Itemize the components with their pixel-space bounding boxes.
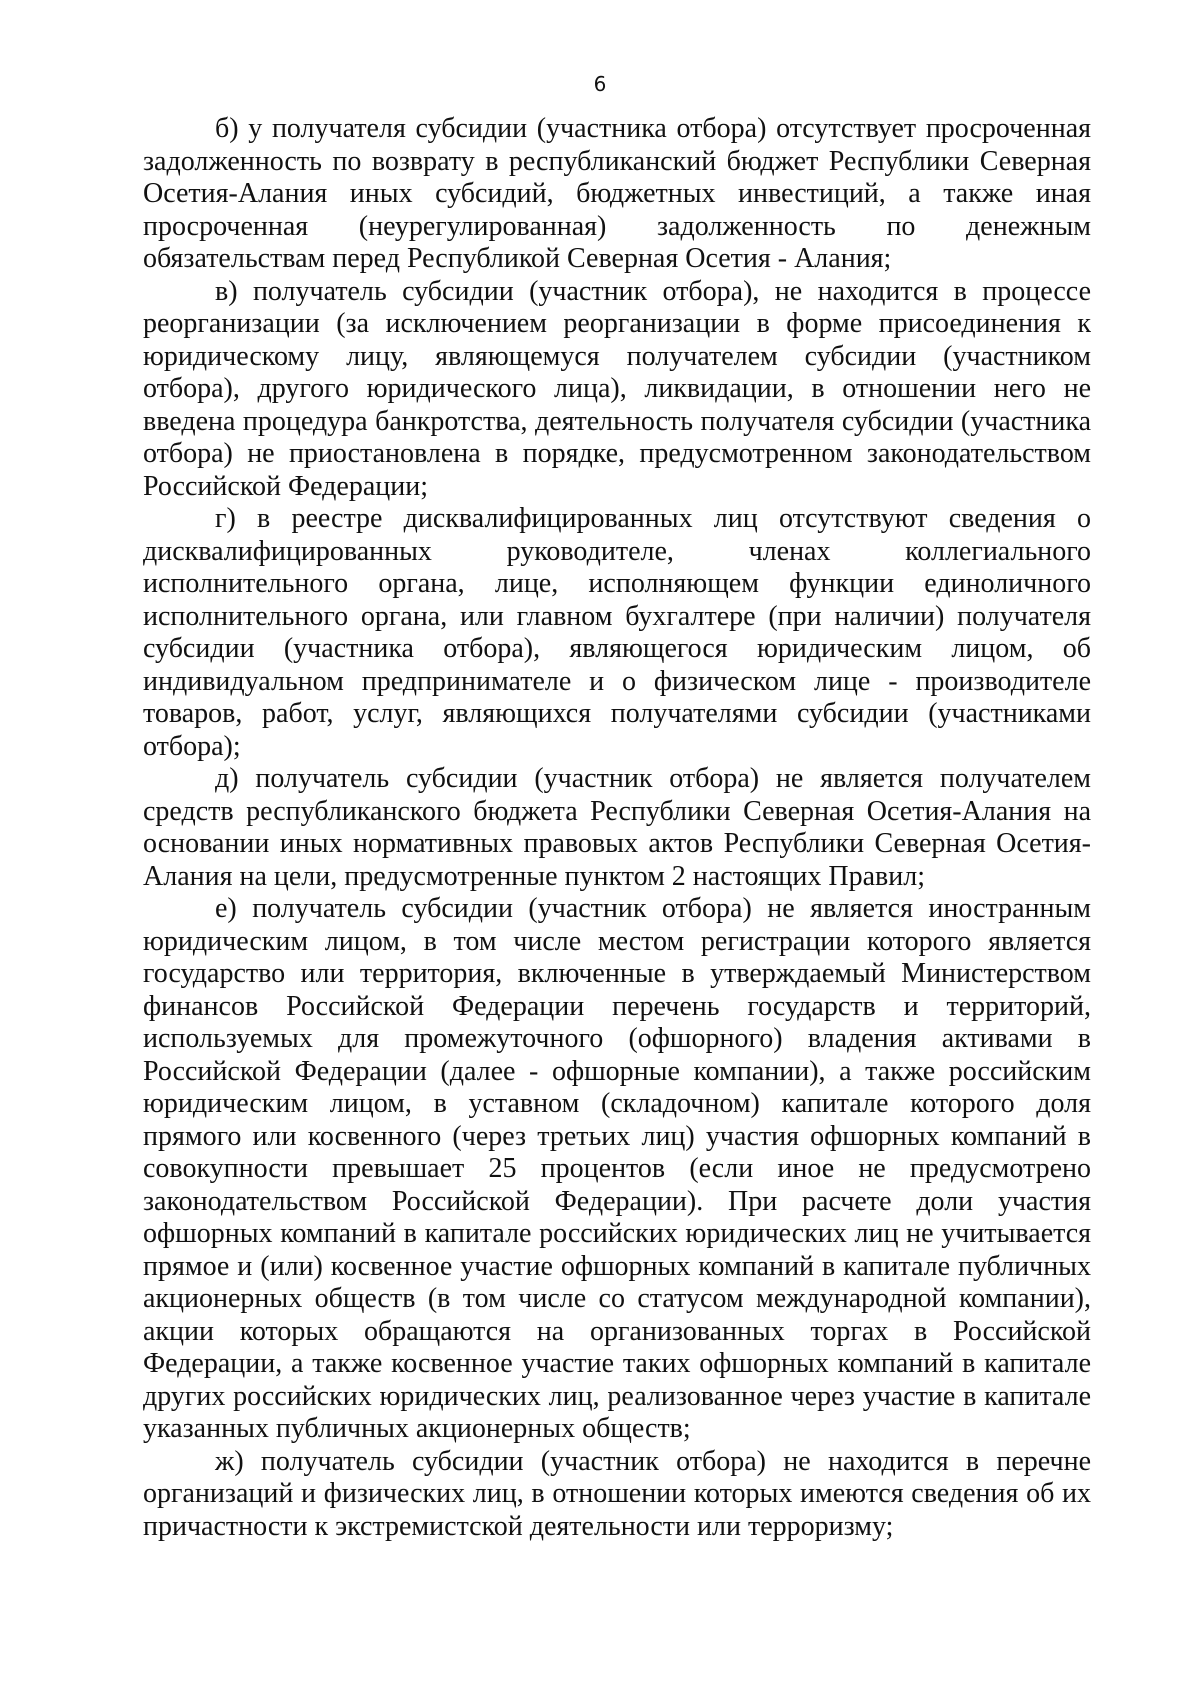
document-body [143,113,1091,1543]
paragraph-e: е) получатель субсидии (участник отбора) не является иностранным юридическим лицом, в том числе местом регистрации которого является государство или территория, включенные в утверждаемый Министерством финансов Российской Федерации перечень государств и территорий, используемых для промежуточного (офшорного) владения активами в Российской Федерации (далее - офшорные компании), а также российским юридическим лицом, в уставном (складочном) капитале которого доля прямого или косвенного (через третьих лиц) участия офшорных компаний в совокупности превышает 25 процентов (если иное не предусмотрено законодательством Российской Федерации). При расчете доли участия офшорных компаний в капитале российских юридических лиц не учитывается прямое и (или) косвенное участие офшорных компаний в капитале публичных акционерных обществ (в том числе со статусом международной компании), акции которых обращаются на организованных торгах в Российской Федерации, а также косвенное участие таких офшорных компаний в капитале других российских юридических лиц, реализованное через участие в капитале указанных публичных акционерных обществ; [143,893,1091,1444]
paragraph-g: г) в реестре дисквалифицированных лиц отсутствуют сведения о дисквалифицированных руководителе, членах коллегиального исполнительного органа, лице, исполняющем функции единоличного исполнительного органа, или главном бухгалтере (при наличии) получателя субсидии (участника отбора), являющегося юридическим лицом, об индивидуальном предпринимателе и о физическом лице - производителе товаров, работ, услуг, являющихся получателями субсидии (участниками отбора); [143,503,1091,762]
paragraph-b: б) у получателя субсидии (участника отбора) отсутствует просроченная задолженность по возврату в республиканский бюджет Республики Северная Осетия-Алания иных субсидий, бюджетных инвестиций, а также иная просроченная (неурегулированная) задолженность по денежным обязательствам перед Республикой Северная Осетия - Алания; [143,113,1091,274]
paragraph-v: в) получатель субсидии (участник отбора), не находится в процессе реорганизации (за исключением реорганизации в форме присоединения к юридическому лицу, являющемуся получателем субсидии (участником отбора), другого юридического лица), ликвидации, в отношении него не введена процедура банкротства, деятельность получателя субсидии (участника отбора) не приостановлена в порядке, предусмотренном законодательством Российской Федерации; [143,275,1091,502]
paragraph-zh: ж) получатель субсидии (участник отбора) не находится в перечне организаций и физических лиц, в отношении которых имеются сведения об их причастности к экстремистской деятельности или терроризму; [143,1445,1091,1542]
paragraph-d: д) получатель субсидии (участник отбора) не является получателем средств республиканского бюджета Республики Северная Осетия-Алания на основании иных нормативных правовых актов Республики Северная Осетия-Алания на цели, предусмотренные пунктом 2 настоящих Правил; [143,763,1091,892]
page-number: 6 [593,72,607,96]
